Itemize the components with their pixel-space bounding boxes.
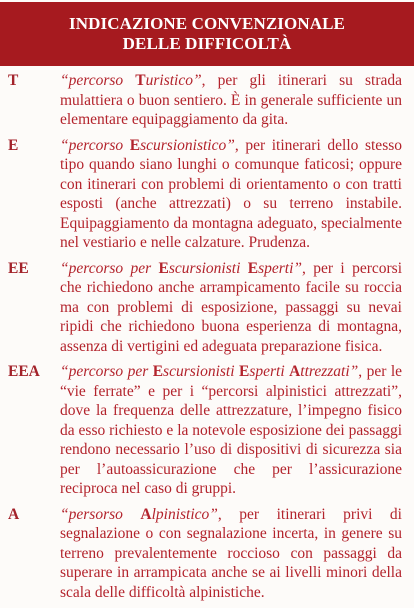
difficulty-description: “percorso Turistico”, per gli itinerari su strada mulattiera o buon sentiero. È in generale sufficiente un elementare equipaggiamento da gita. [60, 72, 402, 128]
difficulty-code: E [8, 136, 19, 154]
difficulty-name: “persorso Alpinistico” [60, 505, 218, 523]
title-line-1: INDICAZIONE CONVENZIONALE [69, 14, 345, 33]
difficulty-entry-t [0, 71, 414, 130]
difficulty-entry-e [0, 136, 414, 253]
difficulty-description: “percorso per Escursionisti Esperti Attrezzati”, per le “vie ferrate” e per i “percorsi alpinistici attrezzati”, dove la frequenza delle attrezzature, l’impegno fisico da esso richiesto e la notevole esposizione dei passaggi rendono necessario l’uso di dispositivi di sicurezza sia per l’autoassicurazione che per l’assicurazione reciproca nel caso di gruppi. [60, 363, 403, 497]
difficulty-code: A [8, 505, 20, 523]
difficulty-list [0, 71, 414, 608]
difficulty-name: “percorso Turistico” [60, 72, 202, 89]
difficulty-entry-eea [0, 362, 414, 499]
difficulty-entry-a [0, 505, 414, 603]
difficulty-name: “percorso per Escursionisti Esperti” [60, 259, 303, 277]
difficulty-code: EEA [8, 363, 40, 380]
difficulty-entry-ee [0, 259, 414, 357]
difficulty-code: T [8, 72, 19, 89]
title-banner [0, 2, 414, 66]
difficulty-description: “percorso per Escursionisti Esperti”, per i percorsi che richiedono anche arrampicamento facile su roccia ma con problemi di esposizione, passaggi su nevai ripidi che richiedono buona esperienza di montagna, assenza di vertigini ed adeguata preparazione fisica. [60, 259, 403, 355]
difficulty-code: EE [8, 259, 29, 277]
title-line-2: DELLE DIFFICOLTÀ [122, 34, 292, 53]
difficulty-description: “percorso Escursionistico”, per itinerari dello stesso tipo quando siano lunghi o comunque faticosi; oppure con itinerari con problemi di orientamento o con tratti esposti (anche attrezzati) o su terreno instabile. Equipaggiamento da montagna adeguato, specialmente nel vestiario e nelle calzature. Prudenza. [60, 136, 403, 251]
difficulty-description: “persorso Alpinistico”, per itinerari privi di segnalazione o con segnalazione incerta, in genere su terreno prevalentemente roccioso con passaggi da superare in arrampicata anche se ai livelli minori della scala delle difficoltà alpinistiche. [60, 505, 402, 601]
difficulty-name: “percorso Escursionistico” [60, 136, 235, 154]
difficulty-name: “percorso per Escursionisti Esperti Attrezzati” [60, 363, 359, 380]
